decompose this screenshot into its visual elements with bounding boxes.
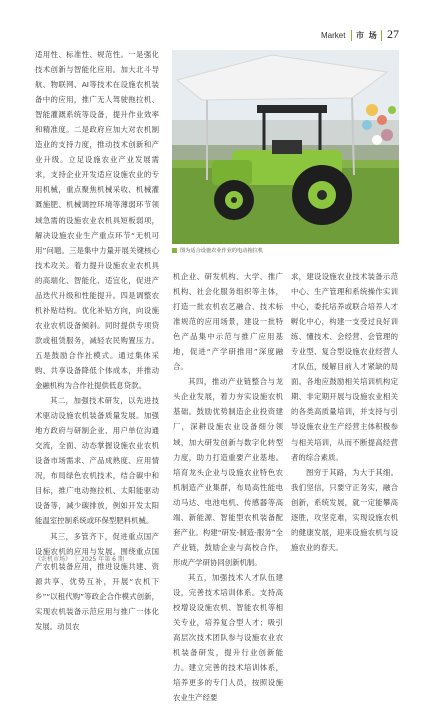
paragraph: 机企业、研发机构、大学、推广机构、社会化服务组织等主体，打造一批农机农艺融合、技术标准规范的应用场景，建设一批特色产品集中示范与推广应用基地，促进“产学研推用”深度融合。: [173, 272, 283, 372]
header-market-label: Market: [321, 31, 346, 40]
tractor-scene-illustration: [172, 50, 399, 244]
page-header: [0, 28, 427, 48]
header-divider: [381, 30, 382, 41]
article-column-1: [35, 47, 159, 634]
caption-text: 图为适合设施农业作业的电动拖拉机: [180, 248, 264, 254]
paragraph: 其四，推动产业链整合与龙头企业发展，着力夯实设施农机基础。鼓励优势制造企业投资建厂，深耕设施农业设备细分领域，加大研发创新与数字化转型力度，助力打造重要产业基地。培育龙头企业与设施农业特色农机制造产业集群，布局高性能电动马达、电池电机、传感器等高端、新能源、智能型农机装备配套产业。构建“研发-制造-服务”全产业链，鼓励企业与高校合作，形成产学研协同创新机制。: [173, 377, 283, 567]
header-section-label: 市 场: [356, 31, 378, 40]
page-footer: [35, 554, 124, 563]
article-column-3: [291, 269, 398, 555]
paragraph: 适用性、标准性、规范性。一是强化技术创新与智能化应用。加大北斗导航、物联网、AI等技术在设施农机装备中的应用，推广无人驾驶拖拉机、智能灌溉系统等设备，提升作业效率和精准度。二是政府应加大对农机制造业的支持力度，推动技术创新和产业升级。立足设施农业产业发展需求，支持企业开发适应设施农业的专用机械，重点聚焦机械采收、机械灌溉施肥、机械调控环境等薄弱环节领域急需的设施农业农机具短板弱项，解决设施农业生产重点环节“无机可用”问题。三是集中力量开展关键核心技术攻关。着力提升设施农业农机具的高端化、智能化、适宜化，促进产品迭代升级和性能提升。四是调整农机补贴结构。优化补贴方向，向设施农业农机设备倾斜。同时提供专项贷款或租赁服务，减轻农民购置压力。五是鼓励合作社模式。通过集体采购、共享设备降低个体成本，并推动金融机构为合作社提供低息贷款。: [35, 50, 159, 391]
paragraph: 图穷于其路，为大于其细。我们坚信，只要守正务实，融合创新，系统发展，就一定能攀高逐胜，攻坚克难，实现设施农机的健康发展，迎来设施农机与设施农业的春天。: [291, 467, 398, 552]
caption-marker: [172, 248, 177, 253]
paragraph: 其五，加强技术人才队伍建设，完善技术培训体系。支持高校增设设施农机、智能农机等相关专业，培养复合型人才；吸引高层次技术团队参与设施农业农机装备研发，提升行业创新能力。建立完善的技术培训体系，培养更多的专门人员，按照设施农业生产经要: [173, 572, 283, 703]
footer-issue: 2025 年第 6 期: [81, 556, 124, 563]
paragraph: 其三，多管齐下，促进重点国产设施农机的应用与发展。围绕重点国产农机装备应用，推进设施共建、资源共享、优势互补，开展“农机下乡”“以租代购”等政企合作模式创新，实现农机装备示范应用与推广一体化发展。动员农: [35, 531, 159, 631]
footer-magazine: 《农机市场》: [35, 556, 72, 563]
header-divider: [351, 30, 352, 41]
article-column-2: [173, 269, 283, 705]
paragraph: 求，建设设施农业技术装备示范中心、生产管理和系统操作实训中心，委托培养或联合培养人才孵化中心，构建一支受过良好训练、懂技术、会经营、会管理的专业型、复合型设施农业经营人才队伍，缓解目前人才紧缺的局面。各地应鼓励相关培训机构定期、非定期开展与设施农业相关的各类高质量培训，并支持与引导设施农业生产经营主体积极参与相关培训，从而不断提高经营者的综合素质。: [291, 272, 398, 462]
paragraph: 其二，加强技术研发，以先进技术驱动设施农机装备质量发展。加强地方政府与研制企业、用户单位沟通交流，全面、动态掌握设施农业农机设备市场需求、产品成熟度、应用情况，布局绿色农机技术，结合碳中和目标，推广电动拖拉机、太阳能驱动设备等，减少碳排放，例如开发太阳能温室控制系统或环保型肥料机械。: [35, 396, 159, 526]
page-number: 27: [387, 27, 399, 41]
footer-separator: |: [75, 555, 78, 562]
photo-caption: [172, 247, 263, 254]
electric-tractor-photo: [172, 50, 399, 244]
